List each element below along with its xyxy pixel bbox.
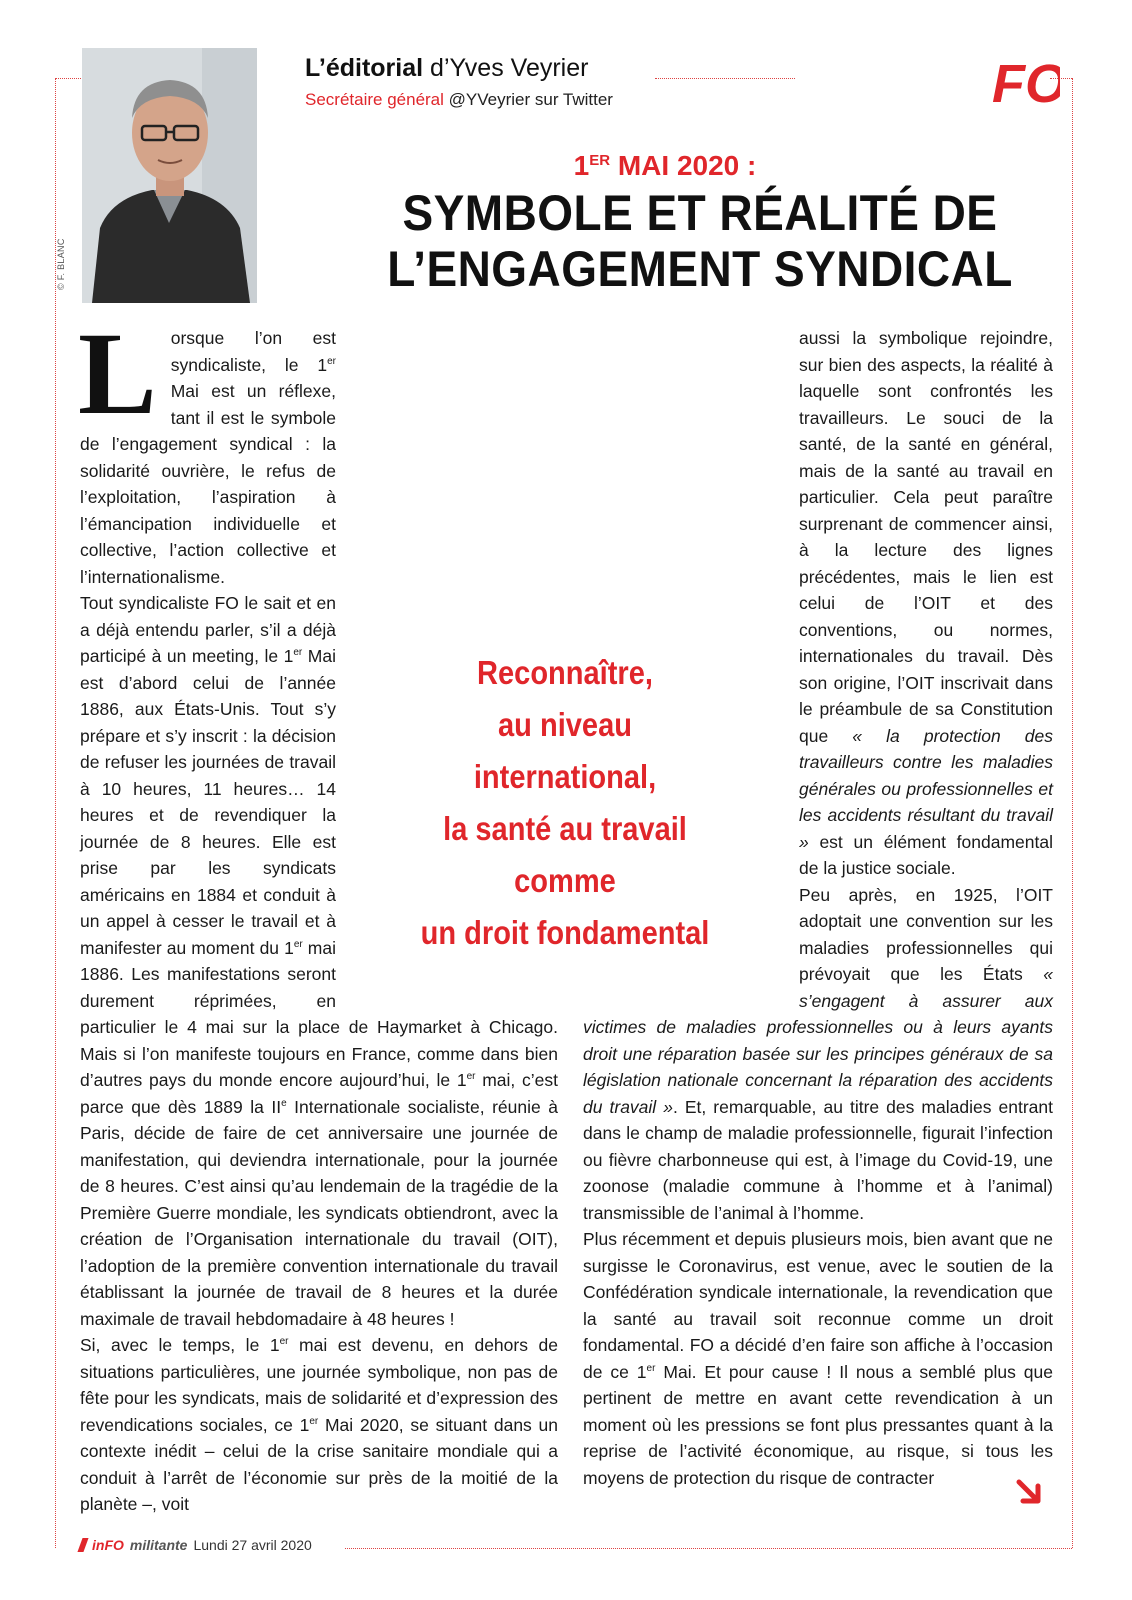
fo-logo-text: FO <box>992 54 1060 110</box>
footer <box>80 1537 312 1553</box>
paragraph: Tout syndicaliste FO le sait et en a déjà entendu parler, s’il a déjà participé à un meeting, le 1er Mai est d’abord celui de l’année 1886, aux États-Unis. Tout s’y prépare et s’y inscrit : la décision de refuser les journées de travail à 10 heures, 11 heures… 14 heures et de revendiquer la journée de 8 heures. Elle est prise par les syndicats américains en 1884 et conduit à un appel à cesser le travail et à manifester au moment du 1er mai 1886. Les manifestations seront durement réprimées, en particulier le 4 mai sur la place de Haymarket à Chicago. Mais si l’on manifeste toujours en France, comme dans bien d’autres pays du monde encore aujourd’hui, le 1er mai, c’est parce que dès 1889 la IIe Internationale socialiste, réunie à Paris, décide de faire de cet anniversaire une journée de manifestation, qui deviendra internationale, pour la journée de 8 heures. C’est ainsi qu’au lendemain de la tragédie de la Première Guerre mondiale, les syndicats obtiendront, avec la création de l’Organisation internationale du travail (OIT), l’adoption de la première convention internationale du travail établissant la journée de travail de 8 heures et la durée maximale de travail hebdomadaire à 48 heures ! <box>80 593 558 1329</box>
kicker-number: 1 <box>573 150 590 181</box>
editorial-byline <box>305 54 588 83</box>
pull-quote-line: la santé au travail <box>443 810 687 847</box>
pull-quote-line: comme <box>514 862 616 899</box>
frame-border <box>345 1548 1072 1549</box>
pull-quote-line: au niveau <box>498 706 632 743</box>
frame-border <box>55 78 56 1548</box>
publication-brand-suffix: militante <box>129 1537 188 1553</box>
pull-quote-line: Reconnaître, <box>477 654 653 691</box>
headline <box>360 185 1041 297</box>
author-photo <box>82 48 257 303</box>
quote: « s’engagent à assurer aux victimes de maladies professionnelles ou à leurs ayants droit une réparation basée sur les principes généraux de sa législation nationale concernant la réparation des accidents du travail » <box>583 964 1053 1117</box>
author-role <box>305 90 613 110</box>
photo-credit: © F. BLANC <box>56 238 66 290</box>
pull-quote <box>385 647 746 959</box>
headline-line: SYMBOLE ET RÉALITÉ DE <box>402 185 998 241</box>
kicker-sup: ER <box>589 152 611 169</box>
pull-quote-line: un droit fondamental <box>420 914 710 951</box>
author-title: Secrétaire général <box>305 90 444 109</box>
headline-line: L’ENGAGEMENT SYNDICAL <box>387 241 1013 297</box>
drop-cap: L <box>78 308 157 439</box>
paragraph: Lorsque l’on est syndicaliste, le 1er Mai est un réflexe, tant il est le symbole de l’engagement syndical : la solidarité ouvrière, le refus de l’exploitation, l’aspiration à l’émancipation individuelle et collective, l’action collective et l’internationalisme. <box>78 308 336 587</box>
arrow-down-right-icon[interactable] <box>1015 1478 1043 1506</box>
paragraph: aussi la symbolique rejoindre, sur bien des aspects, la réalité à laquelle sont confrontés les travailleurs. Le souci de la santé, de la santé en général, mais de la santé au travail en particulier. Cela peut paraître surprenant de commencer ainsi, à la lecture des lignes précédentes, mais le lien est celui de l’OIT et des conventions, ou normes, internationales du travail. Dès son origine, l’OIT inscrivait dans le préambule de sa Constitution que « la protection des travailleurs contre les maladies générales ou professionnelles et les accidents résultant du travail » est un élément fondamental de la justice sociale. <box>799 328 1053 878</box>
pull-quote-line: international, <box>473 758 657 795</box>
author-name: d’Yves Veyrier <box>423 54 589 82</box>
quote: « la protection des travailleurs contre les maladies générales ou professionnelles et les accidents résultant du travail » <box>799 725 1053 852</box>
headline-kicker <box>540 150 790 182</box>
publication-brand: inFO <box>92 1537 124 1553</box>
twitter-handle[interactable]: @YVeyrier sur Twitter <box>443 90 613 109</box>
frame-border <box>655 78 795 79</box>
paragraph: Si, avec le temps, le 1er mai est devenu, en dehors de situations particulières, une journée symbolique, non pas de fête pour les syndicats, mais de solidarité et d’expression des revendications sociales, ce 1er Mai 2020, se situant dans un contexte inédit – celui de la crise sanitaire mondiale qui a conduit à l’arrêt de l’économie sur près de la moitié de la planète –, voit <box>80 1335 558 1514</box>
paragraph: Peu après, en 1925, l’OIT adoptait une convention sur les maladies professionnelles qui prévoyait que les États « s’engagent à assurer aux victimes de maladies professionnelles ou à leurs ayants droit une réparation basée sur les principes généraux de sa législation nationale concernant la réparation des accidents du travail ». Et, remarquable, au titre des maladies entrant dans le champ de maladie professionnelle, figurait l’infection ou fièvre charbonneuse qui est, à l’image du Covid-19, une zoonose (maladie commune à l’homme et à l’animal) transmissible de l’animal à l’homme. <box>583 884 1053 1223</box>
issue-date: Lundi 27 avril 2020 <box>193 1537 312 1553</box>
footer-slash-icon <box>77 1538 88 1552</box>
frame-border <box>55 78 83 79</box>
kicker-date: MAI 2020 : <box>610 150 757 181</box>
frame-border <box>1072 78 1073 1548</box>
paragraph: Plus récemment et depuis plusieurs mois, bien avant que ne surgisse le Coronavirus, est venue, avec le soutien de la Confédération syndicale internationale, la revendication que la santé au travail soit reconnue comme un droit fondamental. FO a décidé d’en faire son affiche à l’occasion de ce 1er Mai. Et pour cause ! Il nous a semblé plus que pertinent de mettre en avant cette revendication à un moment où les pressions se font plus pressantes quant à la reprise de l’activité économique, au risque, si tous les moyens de protection du risque de contracter <box>583 1229 1054 1488</box>
fo-logo <box>990 50 1060 110</box>
editorial-label: L’éditorial <box>305 54 424 82</box>
